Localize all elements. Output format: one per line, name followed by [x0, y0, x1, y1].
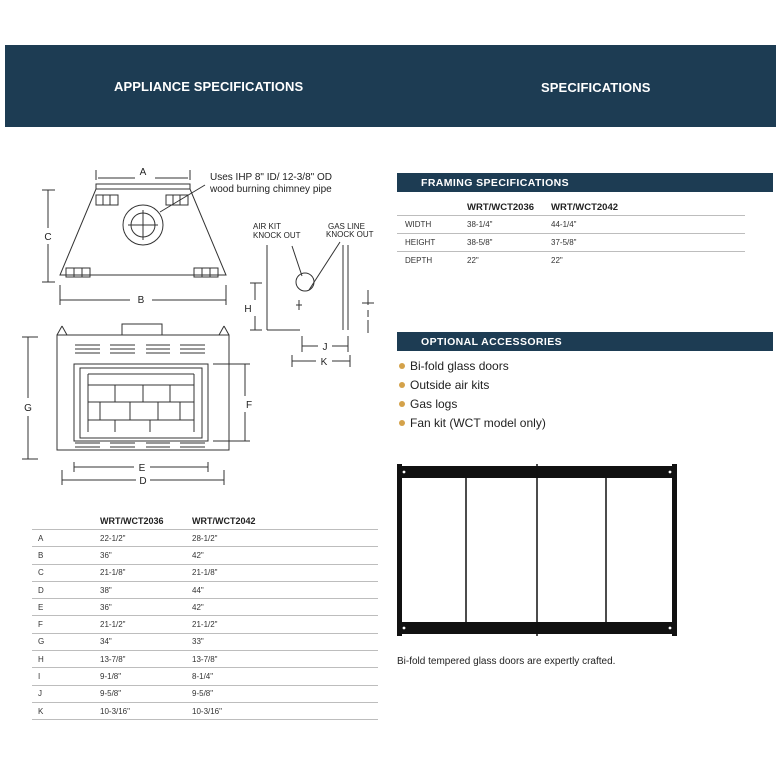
framing-table	[397, 199, 745, 269]
cell: 33"	[192, 633, 378, 650]
appliance-specifications-title: APPLIANCE SPECIFICATIONS	[114, 79, 304, 94]
top-view-outline	[96, 184, 190, 189]
label-c: C	[44, 232, 52, 243]
table-row	[32, 530, 378, 547]
list-item	[399, 414, 546, 433]
cell: 9-1/8"	[100, 668, 192, 685]
cell: 28-1/2"	[192, 530, 378, 547]
table-row	[32, 581, 378, 598]
specifications-title: SPECIFICATIONS	[541, 80, 651, 95]
list-item-label: Gas logs	[410, 397, 458, 411]
table-row	[32, 702, 378, 719]
cell: 21-1/2"	[100, 616, 192, 633]
label-b: B	[137, 295, 145, 306]
row-label: F	[32, 616, 100, 633]
cell: 22-1/2"	[100, 530, 192, 547]
list-item	[399, 395, 546, 414]
row-label: K	[32, 702, 100, 719]
list-item-label: Fan kit (WCT model only)	[410, 416, 546, 430]
cell: 9-5/8"	[192, 685, 378, 702]
dim-header-blank	[32, 513, 100, 530]
bifold-glass-doors-image	[397, 460, 679, 640]
row-label: I	[32, 668, 100, 685]
dim-header-2042: WRT/WCT2042	[192, 513, 378, 530]
cell: 9-5/8"	[100, 685, 192, 702]
row-label: HEIGHT	[397, 234, 467, 252]
table-row	[397, 252, 745, 270]
cell: 36"	[100, 547, 192, 564]
label-e: E	[138, 463, 146, 474]
cell: 44-1/4"	[551, 216, 745, 234]
cell: 38-1/4"	[467, 216, 551, 234]
cell: 8-1/4"	[192, 668, 378, 685]
cell: 34"	[100, 633, 192, 650]
row-label: H	[32, 651, 100, 668]
table-row	[32, 633, 378, 650]
table-row	[32, 685, 378, 702]
table-row	[32, 564, 378, 581]
framing-header-2042: WRT/WCT2042	[551, 199, 745, 216]
cell: 10-3/16"	[192, 702, 378, 719]
row-label: J	[32, 685, 100, 702]
optional-accessories-title: OPTIONAL ACCESSORIES	[421, 336, 563, 348]
row-label: G	[32, 633, 100, 650]
table-row	[32, 616, 378, 633]
row-label: A	[32, 530, 100, 547]
cell: 13-7/8"	[192, 651, 378, 668]
cell: 22"	[467, 256, 479, 265]
fireplace-technical-drawing	[0, 150, 390, 500]
cell: 38-5/8"	[467, 234, 551, 252]
table-row	[397, 234, 745, 252]
label-j: J	[322, 342, 328, 353]
dimension-table	[32, 513, 378, 720]
doors-caption: Bi-fold tempered glass doors are expertly crafted.	[397, 656, 616, 667]
label-g: G	[24, 403, 32, 414]
label-k: K	[320, 357, 328, 368]
row-label: WIDTH	[397, 216, 467, 234]
cell: 21-1/8"	[192, 564, 378, 581]
label-i: I	[366, 309, 370, 320]
row-label: DEPTH	[405, 256, 433, 265]
bullet-icon	[399, 401, 405, 407]
dim-header-2036: WRT/WCT2036	[100, 513, 192, 530]
cell: 37-5/8"	[551, 234, 745, 252]
cell: 42"	[192, 547, 378, 564]
air-kit-label-line2: KNOCK OUT	[253, 231, 301, 240]
list-item	[399, 376, 546, 395]
label-h: H	[244, 304, 252, 315]
framing-specifications-header	[397, 173, 773, 192]
framing-header-2036: WRT/WCT2036	[467, 199, 551, 216]
cell: 42"	[192, 599, 378, 616]
optional-accessories-header	[397, 332, 773, 351]
cell: 13-7/8"	[100, 651, 192, 668]
table-row	[397, 216, 745, 234]
bullet-icon	[399, 420, 405, 426]
list-item-label: Outside air kits	[410, 378, 490, 392]
cell: 38"	[100, 581, 192, 598]
cell: 36"	[100, 599, 192, 616]
framing-header-blank	[397, 199, 467, 216]
label-f: F	[245, 400, 253, 411]
row-label: B	[32, 547, 100, 564]
row-label: E	[32, 599, 100, 616]
list-item-label: Bi-fold glass doors	[410, 359, 509, 373]
label-a: A	[139, 167, 147, 178]
cell: 10-3/16"	[100, 702, 192, 719]
chimney-note-line1: Uses IHP 8" ID/ 12-3/8" OD	[210, 172, 332, 183]
framing-specifications-title: FRAMING SPECIFICATIONS	[421, 177, 570, 189]
bullet-icon	[399, 363, 405, 369]
table-row	[32, 547, 378, 564]
air-kit-label-line1: AIR KIT	[253, 222, 282, 231]
cell: 21-1/2"	[192, 616, 378, 633]
table-row	[32, 668, 378, 685]
list-item	[399, 357, 546, 376]
gas-line-label-line1: GAS LINE	[328, 222, 365, 231]
label-d: D	[139, 476, 147, 487]
chimney-note-line2: wood burning chimney pipe	[210, 184, 332, 195]
bullet-icon	[399, 382, 405, 388]
table-row	[32, 599, 378, 616]
row-label: C	[32, 564, 100, 581]
cell: 44"	[192, 581, 378, 598]
cell: 21-1/8"	[100, 564, 192, 581]
table-row	[32, 651, 378, 668]
cell: 22"	[551, 256, 563, 265]
accessories-list	[399, 357, 546, 433]
row-label: D	[32, 581, 100, 598]
gas-line-label-line2: KNOCK OUT	[326, 230, 374, 239]
